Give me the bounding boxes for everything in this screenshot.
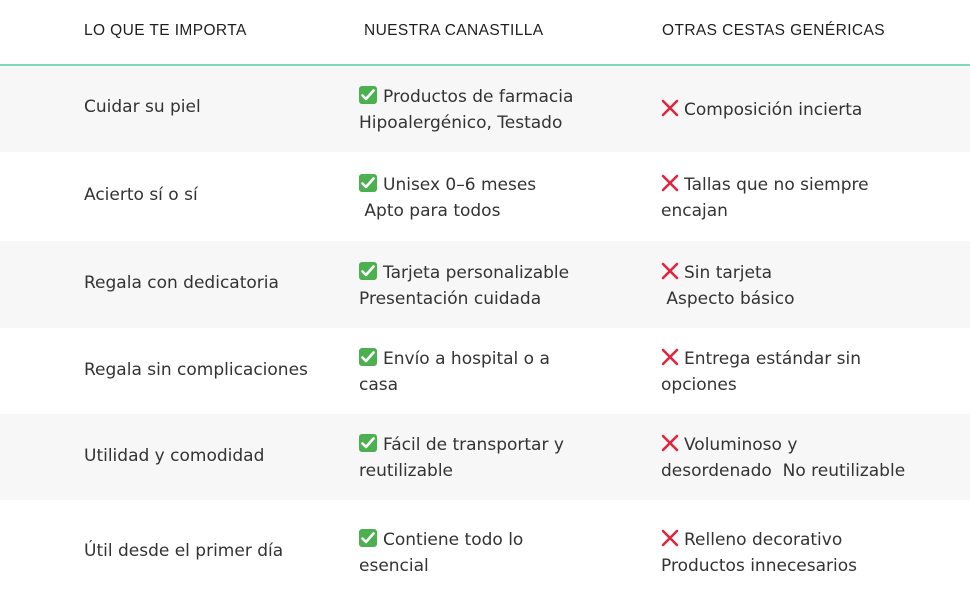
our-basket-text: Fácil de transportar y — [383, 435, 564, 455]
other-baskets-text: opciones — [661, 375, 737, 395]
other-baskets-text: desordenado No reutilizable — [661, 461, 906, 481]
our-basket-text: Hipoalergénico, Testado — [359, 113, 563, 133]
feature-label: Útil desde el primer día — [84, 541, 284, 561]
other-baskets-text: Aspecto básico — [661, 289, 795, 309]
other-baskets-cell — [661, 172, 869, 224]
other-baskets-text: Composición incierta — [684, 100, 863, 120]
our-basket-cell — [359, 172, 536, 224]
other-baskets-text: Entrega estándar sin — [684, 349, 861, 369]
our-basket-text: Apto para todos — [359, 201, 501, 221]
our-basket-text: reutilizable — [359, 461, 453, 481]
cross-icon — [661, 174, 679, 192]
feature-label: Cuidar su piel — [84, 97, 201, 117]
cross-icon — [661, 529, 679, 547]
other-baskets-text: Tallas que no siempre — [684, 175, 869, 195]
header-what-matters: LO QUE TE IMPORTA — [84, 22, 247, 39]
our-basket-cell — [359, 346, 550, 398]
other-baskets-text: Voluminoso y — [684, 435, 798, 455]
other-baskets-cell — [661, 346, 861, 398]
cross-icon — [661, 348, 679, 366]
our-basket-cell — [359, 84, 573, 136]
other-baskets-cell — [661, 527, 857, 579]
feature-label: Utilidad y comodidad — [84, 446, 265, 466]
our-basket-cell — [359, 527, 523, 579]
our-basket-text: Envío a hospital o a — [383, 349, 550, 369]
other-baskets-cell — [661, 97, 862, 123]
feature-label: Regala sin complicaciones — [84, 360, 308, 380]
other-baskets-cell — [661, 260, 795, 312]
our-basket-cell — [359, 432, 564, 484]
other-baskets-text: Productos innecesarios — [661, 556, 857, 576]
check-icon — [359, 174, 377, 192]
table-row — [0, 241, 970, 328]
check-icon — [359, 262, 377, 280]
check-icon — [359, 348, 377, 366]
other-baskets-text: Sin tarjeta — [684, 263, 773, 283]
other-baskets-text: encajan — [661, 201, 728, 221]
our-basket-cell — [359, 260, 569, 312]
check-icon — [359, 529, 377, 547]
cross-icon — [661, 434, 679, 452]
feature-label: Acierto sí o sí — [84, 185, 198, 205]
check-icon — [359, 86, 377, 104]
our-basket-text: Presentación cuidada — [359, 289, 542, 309]
table-row — [0, 152, 970, 241]
our-basket-text: esencial — [359, 556, 429, 576]
our-basket-text: Productos de farmacia — [383, 87, 574, 107]
table-row — [0, 500, 970, 600]
other-baskets-cell — [661, 432, 905, 484]
header-our-basket: NUESTRA CANASTILLA — [364, 22, 544, 39]
table-row — [0, 328, 970, 414]
check-icon — [359, 434, 377, 452]
our-basket-text: casa — [359, 375, 399, 395]
table-header — [0, 0, 970, 64]
header-other-baskets: OTRAS CESTAS GENÉRICAS — [662, 22, 885, 39]
other-baskets-text: Relleno decorativo — [684, 530, 843, 550]
table-row — [0, 66, 970, 152]
our-basket-text: Contiene todo lo — [383, 530, 524, 550]
our-basket-text: Unisex 0–6 meses — [383, 175, 537, 195]
feature-label: Regala con dedicatoria — [84, 273, 279, 293]
table-row — [0, 414, 970, 500]
cross-icon — [661, 99, 679, 117]
our-basket-text: Tarjeta personalizable — [383, 263, 570, 283]
cross-icon — [661, 262, 679, 280]
